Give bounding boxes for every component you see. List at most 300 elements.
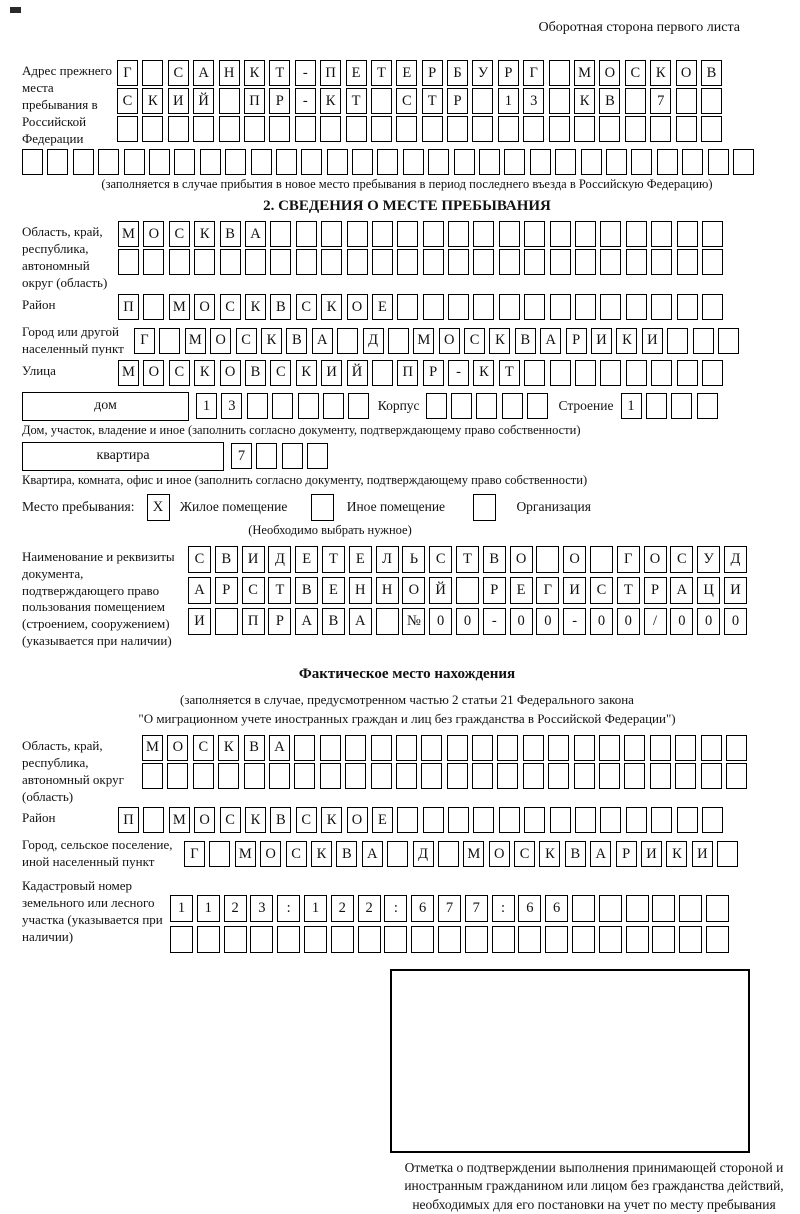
char-box[interactable] [448, 221, 469, 247]
char-box[interactable] [650, 116, 671, 142]
char-box[interactable]: О [347, 807, 368, 833]
char-box[interactable] [600, 360, 621, 386]
char-box[interactable] [194, 249, 215, 275]
char-box[interactable]: О [439, 328, 460, 354]
char-box[interactable] [524, 807, 545, 833]
char-box[interactable] [472, 88, 493, 114]
char-box[interactable] [572, 926, 595, 953]
char-box[interactable] [320, 763, 341, 789]
char-box[interactable]: Т [617, 577, 640, 604]
char-box[interactable] [701, 763, 722, 789]
char-box[interactable] [549, 116, 570, 142]
char-box[interactable] [295, 116, 316, 142]
char-box[interactable]: Й [347, 360, 368, 386]
char-box[interactable] [498, 116, 519, 142]
char-box[interactable] [524, 360, 545, 386]
char-box[interactable]: 0 [617, 608, 640, 635]
char-box[interactable] [476, 393, 497, 419]
char-box[interactable] [650, 763, 671, 789]
char-box[interactable]: № [402, 608, 425, 635]
char-box[interactable] [650, 735, 671, 761]
char-box[interactable]: Р [422, 60, 443, 86]
char-box[interactable] [646, 393, 667, 419]
char-box[interactable] [276, 149, 297, 175]
char-box[interactable] [372, 249, 393, 275]
char-box[interactable]: Д [724, 546, 747, 573]
char-box[interactable] [702, 360, 723, 386]
char-box[interactable]: Д [268, 546, 291, 573]
char-box[interactable] [523, 735, 544, 761]
char-box[interactable]: 2 [224, 895, 247, 922]
char-box[interactable]: Р [447, 88, 468, 114]
char-box[interactable] [499, 294, 520, 320]
char-box[interactable] [523, 763, 544, 789]
char-box[interactable] [675, 763, 696, 789]
char-box[interactable] [454, 149, 475, 175]
char-box[interactable] [244, 763, 265, 789]
char-box[interactable]: О [489, 841, 510, 867]
checkbox-organization[interactable] [473, 494, 496, 521]
char-box[interactable]: Л [376, 546, 399, 573]
char-box[interactable]: В [270, 807, 291, 833]
char-box[interactable]: И [242, 546, 265, 573]
char-box[interactable] [307, 443, 328, 469]
char-box[interactable]: С [429, 546, 452, 573]
char-box[interactable] [499, 807, 520, 833]
char-box[interactable] [599, 895, 622, 922]
char-box[interactable]: К [539, 841, 560, 867]
char-box[interactable] [421, 735, 442, 761]
char-box[interactable]: И [724, 577, 747, 604]
char-box[interactable]: М [463, 841, 484, 867]
char-box[interactable] [599, 926, 622, 953]
char-box[interactable] [693, 328, 714, 354]
char-box[interactable] [581, 149, 602, 175]
char-box[interactable] [451, 393, 472, 419]
char-box[interactable] [599, 763, 620, 789]
char-box[interactable] [624, 763, 645, 789]
char-box[interactable] [697, 393, 718, 419]
char-box[interactable] [677, 249, 698, 275]
char-box[interactable]: С [220, 294, 241, 320]
char-box[interactable] [376, 608, 399, 635]
char-box[interactable]: С [286, 841, 307, 867]
checkbox-other-premises[interactable] [311, 494, 334, 521]
char-box[interactable]: И [641, 841, 662, 867]
char-box[interactable] [388, 328, 409, 354]
apartment-type-box[interactable]: квартира [22, 442, 224, 471]
char-box[interactable]: Ь [402, 546, 425, 573]
char-box[interactable]: О [143, 221, 164, 247]
char-box[interactable] [117, 116, 138, 142]
char-box[interactable] [549, 60, 570, 86]
char-box[interactable]: Н [349, 577, 372, 604]
char-box[interactable]: С [242, 577, 265, 604]
char-box[interactable]: И [563, 577, 586, 604]
char-box[interactable]: М [118, 360, 139, 386]
char-box[interactable] [524, 221, 545, 247]
char-box[interactable] [657, 149, 678, 175]
char-box[interactable] [277, 926, 300, 953]
char-box[interactable] [550, 221, 571, 247]
char-box[interactable]: К [244, 60, 265, 86]
char-box[interactable] [219, 88, 240, 114]
char-box[interactable]: М [574, 60, 595, 86]
char-box[interactable]: Г [617, 546, 640, 573]
char-box[interactable] [298, 393, 319, 419]
char-box[interactable]: О [220, 360, 241, 386]
char-box[interactable] [294, 735, 315, 761]
char-box[interactable] [631, 149, 652, 175]
char-box[interactable] [438, 926, 461, 953]
char-box[interactable]: Р [215, 577, 238, 604]
char-box[interactable]: Г [523, 60, 544, 86]
char-box[interactable]: С [117, 88, 138, 114]
char-box[interactable]: Д [363, 328, 384, 354]
char-box[interactable]: В [244, 735, 265, 761]
char-box[interactable]: К [218, 735, 239, 761]
char-box[interactable] [47, 149, 68, 175]
char-box[interactable]: А [295, 608, 318, 635]
char-box[interactable]: Т [269, 60, 290, 86]
char-box[interactable] [371, 116, 392, 142]
char-box[interactable]: К [142, 88, 163, 114]
char-box[interactable]: И [321, 360, 342, 386]
char-box[interactable]: 2 [358, 895, 381, 922]
char-box[interactable]: К [194, 360, 215, 386]
char-box[interactable] [448, 294, 469, 320]
char-box[interactable] [149, 149, 170, 175]
char-box[interactable] [396, 735, 417, 761]
char-box[interactable] [447, 116, 468, 142]
char-box[interactable] [473, 294, 494, 320]
char-box[interactable] [499, 221, 520, 247]
char-box[interactable]: П [118, 294, 139, 320]
char-box[interactable]: М [142, 735, 163, 761]
char-box[interactable] [197, 926, 220, 953]
char-box[interactable]: Р [483, 577, 506, 604]
char-box[interactable]: М [185, 328, 206, 354]
char-box[interactable] [352, 149, 373, 175]
char-box[interactable] [473, 807, 494, 833]
char-box[interactable] [717, 841, 738, 867]
char-box[interactable]: К [489, 328, 510, 354]
char-box[interactable]: П [242, 608, 265, 635]
char-box[interactable]: 1 [621, 393, 642, 419]
char-box[interactable] [245, 249, 266, 275]
char-box[interactable] [676, 88, 697, 114]
char-box[interactable]: : [277, 895, 300, 922]
char-box[interactable]: М [169, 294, 190, 320]
char-box[interactable]: С [169, 360, 190, 386]
char-box[interactable] [536, 546, 559, 573]
char-box[interactable] [331, 926, 354, 953]
char-box[interactable]: К [245, 807, 266, 833]
char-box[interactable]: О [194, 294, 215, 320]
char-box[interactable]: У [472, 60, 493, 86]
char-box[interactable]: В [286, 328, 307, 354]
char-box[interactable] [626, 926, 649, 953]
char-box[interactable] [497, 763, 518, 789]
char-box[interactable] [448, 249, 469, 275]
char-box[interactable]: М [235, 841, 256, 867]
char-box[interactable] [472, 735, 493, 761]
char-box[interactable] [327, 149, 348, 175]
char-box[interactable] [169, 249, 190, 275]
char-box[interactable] [599, 116, 620, 142]
char-box[interactable]: Т [371, 60, 392, 86]
char-box[interactable] [708, 149, 729, 175]
char-box[interactable] [371, 88, 392, 114]
char-box[interactable] [625, 88, 646, 114]
char-box[interactable]: 7 [438, 895, 461, 922]
char-box[interactable]: Е [346, 60, 367, 86]
char-box[interactable] [677, 360, 698, 386]
char-box[interactable] [143, 294, 164, 320]
char-box[interactable]: И [692, 841, 713, 867]
char-box[interactable]: В [245, 360, 266, 386]
char-box[interactable] [671, 393, 692, 419]
char-box[interactable] [387, 841, 408, 867]
char-box[interactable] [572, 895, 595, 922]
char-box[interactable]: 7 [231, 443, 252, 469]
char-box[interactable] [682, 149, 703, 175]
char-box[interactable] [701, 116, 722, 142]
char-box[interactable]: 0 [697, 608, 720, 635]
char-box[interactable] [574, 763, 595, 789]
char-box[interactable]: К [321, 807, 342, 833]
char-box[interactable]: - [295, 60, 316, 86]
char-box[interactable] [550, 249, 571, 275]
char-box[interactable]: В [336, 841, 357, 867]
char-box[interactable]: С [169, 221, 190, 247]
char-box[interactable]: Т [346, 88, 367, 114]
char-box[interactable] [397, 807, 418, 833]
char-box[interactable] [555, 149, 576, 175]
char-box[interactable] [174, 149, 195, 175]
char-box[interactable] [624, 735, 645, 761]
char-box[interactable] [702, 807, 723, 833]
char-box[interactable]: Р [566, 328, 587, 354]
char-box[interactable]: - [483, 608, 506, 635]
char-box[interactable] [348, 393, 369, 419]
char-box[interactable]: В [515, 328, 536, 354]
char-box[interactable] [251, 149, 272, 175]
char-box[interactable]: Р [269, 88, 290, 114]
char-box[interactable]: А [670, 577, 693, 604]
char-box[interactable] [426, 393, 447, 419]
char-box[interactable] [626, 895, 649, 922]
char-box[interactable] [545, 926, 568, 953]
checkbox-residential[interactable]: X [147, 494, 170, 521]
char-box[interactable]: 3 [250, 895, 273, 922]
char-box[interactable] [473, 249, 494, 275]
char-box[interactable] [396, 763, 417, 789]
char-box[interactable]: К [311, 841, 332, 867]
char-box[interactable] [345, 735, 366, 761]
char-box[interactable] [269, 763, 290, 789]
char-box[interactable]: В [701, 60, 722, 86]
char-box[interactable] [675, 735, 696, 761]
char-box[interactable] [702, 221, 723, 247]
char-box[interactable] [272, 393, 293, 419]
char-box[interactable] [465, 926, 488, 953]
char-box[interactable]: С [670, 546, 693, 573]
char-box[interactable]: / [644, 608, 667, 635]
char-box[interactable]: О [210, 328, 231, 354]
char-box[interactable] [215, 608, 238, 635]
char-box[interactable] [448, 807, 469, 833]
char-box[interactable] [421, 763, 442, 789]
char-box[interactable]: Ц [697, 577, 720, 604]
char-box[interactable]: 3 [523, 88, 544, 114]
char-box[interactable] [679, 895, 702, 922]
char-box[interactable] [625, 116, 646, 142]
char-box[interactable]: 1 [197, 895, 220, 922]
char-box[interactable] [651, 294, 672, 320]
char-box[interactable] [200, 149, 221, 175]
char-box[interactable] [224, 926, 247, 953]
char-box[interactable] [371, 735, 392, 761]
char-box[interactable] [524, 294, 545, 320]
char-box[interactable] [651, 360, 672, 386]
char-box[interactable] [626, 221, 647, 247]
char-box[interactable] [600, 807, 621, 833]
char-box[interactable]: П [397, 360, 418, 386]
char-box[interactable]: А [590, 841, 611, 867]
char-box[interactable] [170, 926, 193, 953]
char-box[interactable]: Т [268, 577, 291, 604]
char-box[interactable] [73, 149, 94, 175]
char-box[interactable] [269, 116, 290, 142]
char-box[interactable] [323, 393, 344, 419]
char-box[interactable] [701, 88, 722, 114]
char-box[interactable]: И [188, 608, 211, 635]
char-box[interactable]: Е [322, 577, 345, 604]
char-box[interactable] [124, 149, 145, 175]
char-box[interactable] [550, 294, 571, 320]
char-box[interactable] [473, 221, 494, 247]
char-box[interactable] [294, 763, 315, 789]
char-box[interactable]: Г [536, 577, 559, 604]
char-box[interactable] [651, 221, 672, 247]
char-box[interactable] [733, 149, 754, 175]
char-box[interactable] [143, 807, 164, 833]
char-box[interactable]: К [616, 328, 637, 354]
char-box[interactable]: И [642, 328, 663, 354]
char-box[interactable] [548, 735, 569, 761]
char-box[interactable] [504, 149, 525, 175]
char-box[interactable] [456, 577, 479, 604]
char-box[interactable]: 1 [170, 895, 193, 922]
char-box[interactable] [479, 149, 500, 175]
char-box[interactable]: К [473, 360, 494, 386]
char-box[interactable]: С [270, 360, 291, 386]
char-box[interactable]: В [215, 546, 238, 573]
char-box[interactable]: С [168, 60, 189, 86]
char-box[interactable]: С [220, 807, 241, 833]
char-box[interactable]: О [347, 294, 368, 320]
char-box[interactable] [606, 149, 627, 175]
char-box[interactable]: Т [422, 88, 443, 114]
char-box[interactable]: Г [117, 60, 138, 86]
char-box[interactable]: О [676, 60, 697, 86]
char-box[interactable] [219, 116, 240, 142]
char-box[interactable]: В [322, 608, 345, 635]
char-box[interactable]: О [510, 546, 533, 573]
char-box[interactable] [142, 763, 163, 789]
char-box[interactable]: О [599, 60, 620, 86]
char-box[interactable] [652, 926, 675, 953]
char-box[interactable]: К [650, 60, 671, 86]
char-box[interactable] [574, 735, 595, 761]
char-box[interactable] [497, 735, 518, 761]
char-box[interactable] [371, 763, 392, 789]
char-box[interactable] [168, 116, 189, 142]
char-box[interactable] [282, 443, 303, 469]
char-box[interactable]: К [296, 360, 317, 386]
char-box[interactable]: В [565, 841, 586, 867]
char-box[interactable]: П [320, 60, 341, 86]
char-box[interactable] [523, 116, 544, 142]
char-box[interactable] [403, 149, 424, 175]
char-box[interactable] [651, 807, 672, 833]
char-box[interactable] [346, 116, 367, 142]
char-box[interactable] [600, 249, 621, 275]
char-box[interactable]: С [625, 60, 646, 86]
char-box[interactable] [347, 249, 368, 275]
char-box[interactable]: К [245, 294, 266, 320]
char-box[interactable] [472, 763, 493, 789]
char-box[interactable]: К [666, 841, 687, 867]
char-box[interactable]: Т [322, 546, 345, 573]
char-box[interactable] [250, 926, 273, 953]
char-box[interactable]: - [563, 608, 586, 635]
char-box[interactable] [574, 116, 595, 142]
char-box[interactable] [599, 735, 620, 761]
char-box[interactable]: Н [219, 60, 240, 86]
char-box[interactable] [626, 807, 647, 833]
char-box[interactable] [193, 763, 214, 789]
char-box[interactable] [220, 249, 241, 275]
char-box[interactable] [428, 149, 449, 175]
char-box[interactable]: А [188, 577, 211, 604]
char-box[interactable]: Н [376, 577, 399, 604]
char-box[interactable]: Р [498, 60, 519, 86]
char-box[interactable] [550, 807, 571, 833]
char-box[interactable]: 7 [465, 895, 488, 922]
char-box[interactable]: Е [372, 807, 393, 833]
char-box[interactable]: И [591, 328, 612, 354]
char-box[interactable]: Р [423, 360, 444, 386]
char-box[interactable] [422, 116, 443, 142]
char-box[interactable]: В [599, 88, 620, 114]
char-box[interactable]: Е [396, 60, 417, 86]
char-box[interactable] [247, 393, 268, 419]
char-box[interactable]: О [143, 360, 164, 386]
char-box[interactable] [225, 149, 246, 175]
char-box[interactable] [701, 735, 722, 761]
char-box[interactable]: С [236, 328, 257, 354]
char-box[interactable] [706, 895, 729, 922]
char-box[interactable]: С [188, 546, 211, 573]
char-box[interactable] [384, 926, 407, 953]
char-box[interactable] [679, 926, 702, 953]
char-box[interactable]: Й [193, 88, 214, 114]
char-box[interactable]: Б [447, 60, 468, 86]
char-box[interactable] [718, 328, 739, 354]
char-box[interactable] [320, 735, 341, 761]
